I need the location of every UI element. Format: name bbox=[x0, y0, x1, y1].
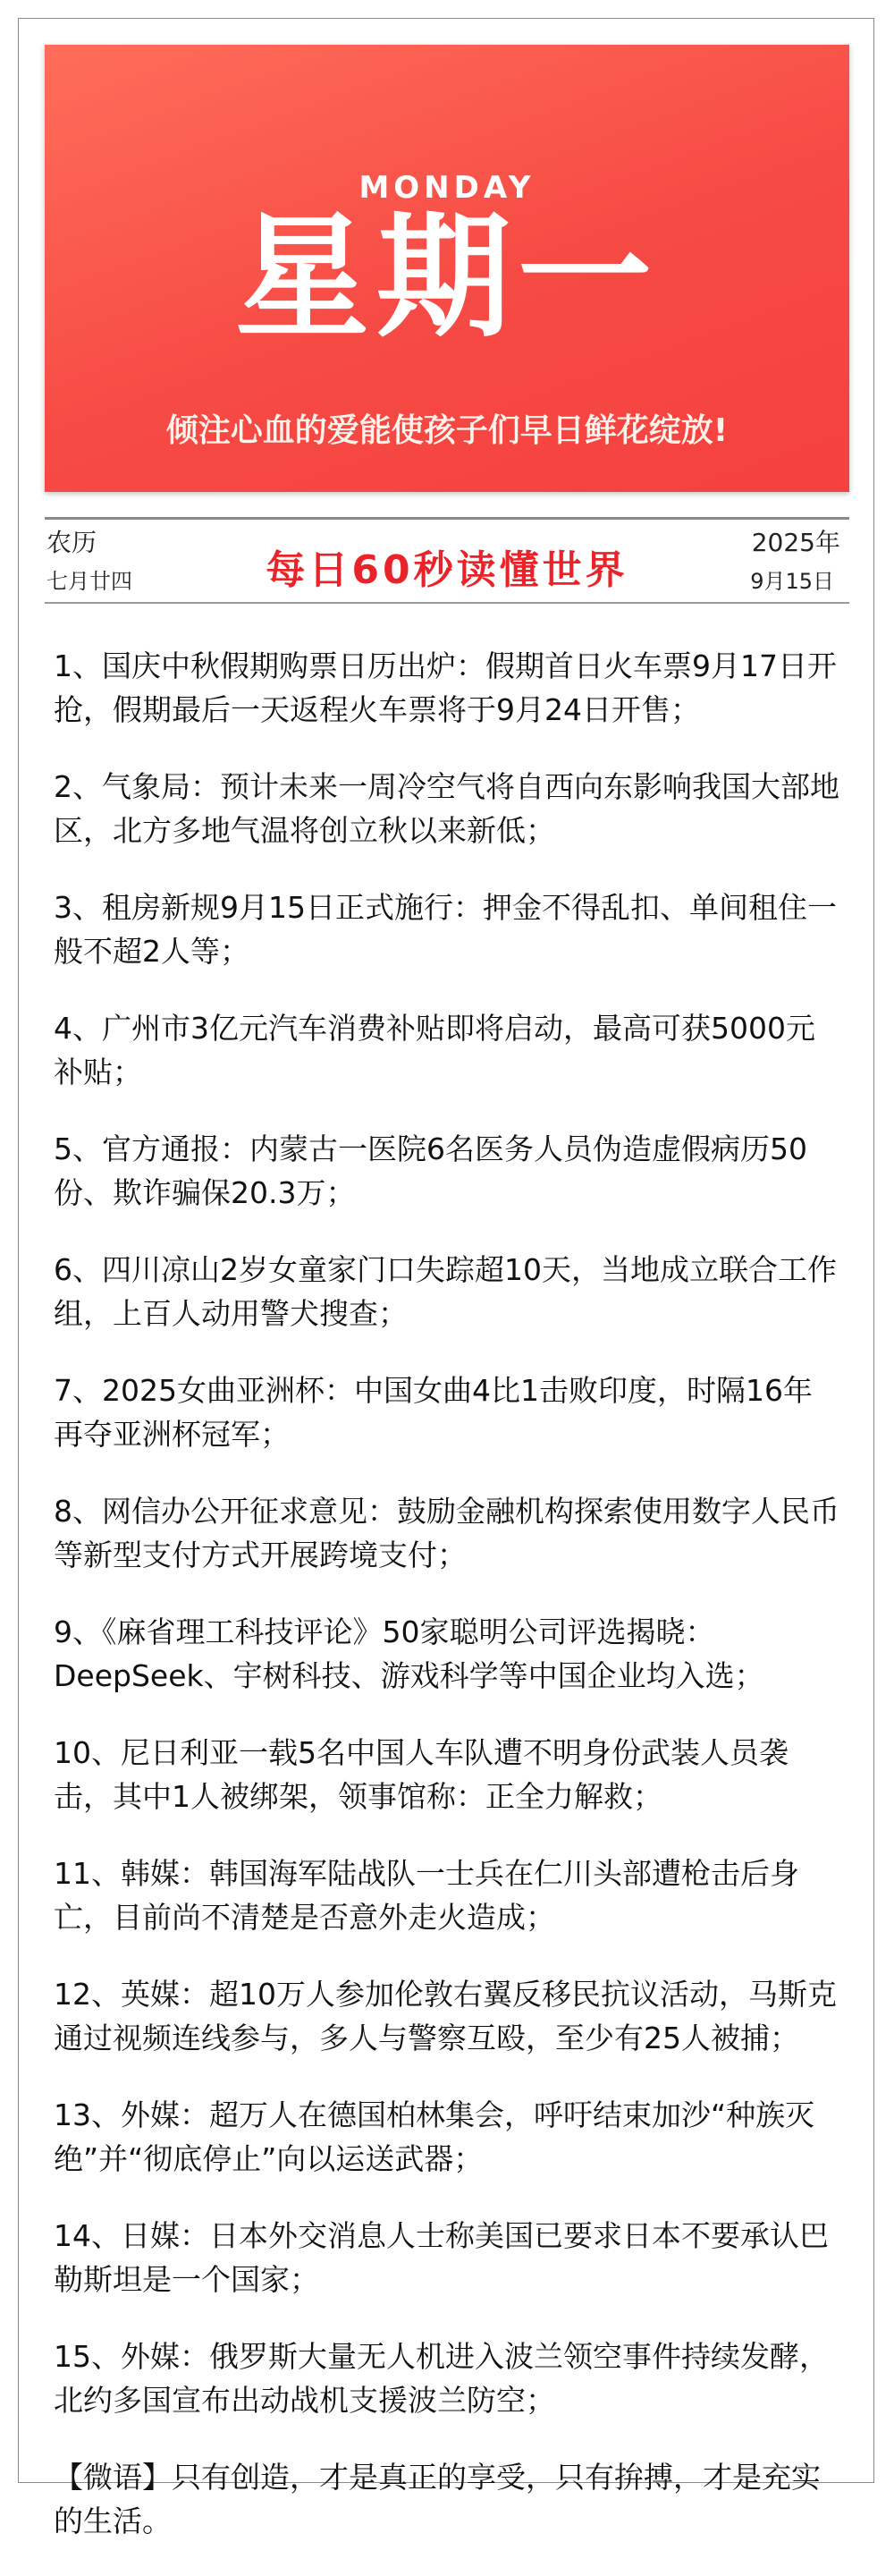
news-item-12: 12、英媒：超10万人参加伦敦右翼反移民抗议活动，马斯克通过视频连线参与，多人与警察互殴，至少有25人被捕； bbox=[54, 1977, 837, 2055]
news-item-3: 3、租房新规9月15日正式施行：押金不得乱扣、单间租住一般不超2人等； bbox=[54, 890, 837, 969]
banner bbox=[45, 45, 849, 492]
news-item-2: 2、气象局：预计未来一周冷空气将自西向东影响我国大部地区，北方多地气温将创立秋以来新低； bbox=[54, 769, 839, 848]
banner-day-en: MONDAY bbox=[358, 170, 536, 206]
lunar-date: 七月廿四 bbox=[46, 569, 132, 594]
daily-motto: 【微语】只有创造，才是真正的享受，只有拚搏，才是充实的生活。 bbox=[54, 2460, 821, 2538]
news-item-7: 7、2025女曲亚洲杯：中国女曲4比1击败印度，时隔16年再夺亚洲杯冠军； bbox=[54, 1373, 813, 1452]
header-bottom-rule bbox=[45, 602, 849, 604]
banner-slogan: 倾注心血的爱能使孩子们早日鲜花绽放! bbox=[165, 412, 729, 449]
news-item-13: 13、外媒：超万人在德国柏林集会，呼吁结束加沙“种族灭绝”并“彻底停止”向以运送武器； bbox=[54, 2097, 815, 2176]
news-list bbox=[54, 644, 840, 2576]
page-title: 每日60秒读懂世界 bbox=[266, 547, 628, 593]
banner-day-cn: 星期一 bbox=[234, 199, 659, 356]
news-item-11: 11、韩媒：韩国海军陆战队一士兵在仁川头部遭枪击后身亡，目前尚不清楚是否意外走火造成； bbox=[54, 1856, 799, 1935]
header-top-rule bbox=[45, 517, 849, 520]
news-item-4: 4、广州市3亿元汽车消费补贴即将启动，最高可获5000元补贴； bbox=[54, 1011, 815, 1089]
news-item-15: 15、外媒：俄罗斯大量无人机进入波兰领空事件持续发酵，北约多国宣布出动战机支援波兰防空； bbox=[54, 2339, 829, 2418]
news-item-6: 6、四川凉山2岁女童家门口失踪超10天，当地成立联合工作组，上百人动用警犬搜查； bbox=[54, 1252, 837, 1331]
news-item-14: 14、日媒：日本外交消息人士称美国已要求日本不要承认巴勒斯坦是一个国家； bbox=[54, 2218, 829, 2297]
date: 9月15日 bbox=[750, 569, 834, 594]
news-item-8: 8、网信办公开征求意见：鼓励金融机构探索使用数字人民币等新型支付方式开展跨境支付； bbox=[54, 1494, 839, 1572]
year: 2025年 bbox=[751, 528, 840, 557]
news-item-1: 1、国庆中秋假期购票日历出炉：假期首日火车票9月17日开抢，假期最后一天返程火车票将于9月24日开售； bbox=[54, 648, 837, 727]
news-item-9: 9、《麻省理工科技评论》50家聪明公司评选揭晓：DeepSeek、宇树科技、游戏科学等中国企业均入选； bbox=[54, 1614, 764, 1693]
news-item-5: 5、官方通报：内蒙古一医院6名医务人员伪造虚假病历50份、欺诈骗保20.3万； bbox=[54, 1131, 807, 1210]
news-item-10: 10、尼日利亚一载5名中国人车队遭不明身份武装人员袭击，其中1人被绑架，领事馆称：正全力解救； bbox=[54, 1735, 789, 1814]
lunar-label: 农历 bbox=[46, 528, 97, 557]
